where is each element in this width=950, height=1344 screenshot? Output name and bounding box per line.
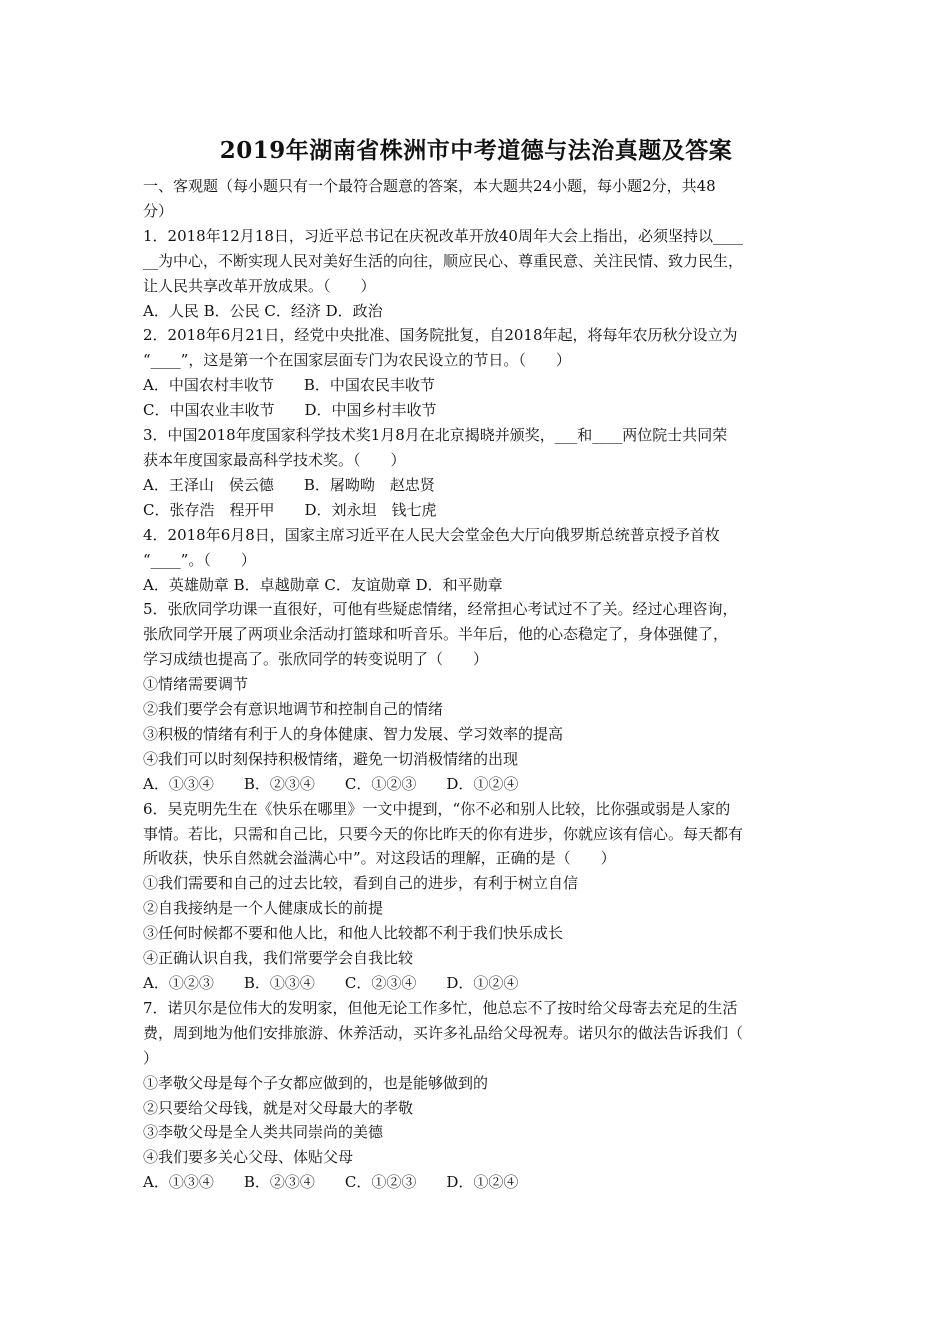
section-header bbox=[143, 174, 809, 224]
statement-item: ①孝敬父母是每个子女都应做到的，也是能够做到的 bbox=[143, 1073, 489, 1092]
question-stem-line: 事情。若比，只需和自己比，只要今天的你比昨天的你有进步，你就应该有信心。每天都有 bbox=[143, 824, 744, 843]
question-stem-line: 3．中国2018年度国家科学技术奖1月8月在北京揭晓并颁奖，___和____两位院士共同荣 bbox=[143, 426, 728, 445]
answer-options-line: A．英雄勋章 B．卓越勋章 C．友谊勋章 D．和平勋章 bbox=[143, 575, 503, 594]
statement-item: ①我们需要和自己的过去比较，看到自己的进步，有利于树立自信 bbox=[143, 874, 579, 893]
question-stem-line: 6．吴克明先生在《快乐在哪里》一文中提到，“你不必和别人比较，比你强或弱是人家的 bbox=[143, 799, 731, 818]
question-stem-line: ） bbox=[143, 1048, 159, 1067]
question-stem-line: 4．2018年6月8日，国家主席习近平在人民大会堂金色大厅向俄罗斯总统普京授予首枚 bbox=[143, 525, 720, 544]
question-stem-line: 学习成绩也提高了。张欣同学的转变说明了（ ） bbox=[143, 650, 489, 669]
answer-options-line: A．①③④ B．②③④ C．①②③ D．①②④ bbox=[143, 774, 519, 793]
question-stem-line: 2．2018年6月21日，经党中央批准、国务院批复，自2018年起，将每年农历秋分设立为 bbox=[143, 326, 738, 345]
statement-item: ③李敬父母是全人类共同崇尚的美德 bbox=[143, 1123, 384, 1142]
question-stem-line: “____”。（ ） bbox=[143, 550, 256, 569]
question-stem-line: 7．诺贝尔是位伟大的发明家，但他无论工作多忙，他总忘不了按时给父母寄去充足的生活 bbox=[143, 998, 738, 1017]
answer-options-line: C．张存浩 程开甲 D．刘永坦 钱七虎 bbox=[143, 500, 437, 519]
statement-item: ④我们要多关心父母、体贴父母 bbox=[143, 1148, 354, 1167]
question-4 bbox=[143, 523, 809, 598]
question-stem-line: 5．张欣同学功课一直很好，可他有些疑虑情绪，经常担心考试过不了关。经过心理咨询， bbox=[143, 600, 738, 619]
statement-item: ④正确认识自我，我们常要学会自我比较 bbox=[143, 949, 414, 968]
answer-options-line: C．中国农业丰收节 D．中国乡村丰收节 bbox=[143, 401, 437, 420]
question-stem-line: 费，周到地为他们安排旅游、休养活动，买许多礼品给父母祝寿。诺贝尔的做法告诉我们（ bbox=[143, 1023, 744, 1042]
exam-page bbox=[143, 136, 809, 1195]
document-title: 2019年湖南省株洲市中考道德与法治真题及答案 bbox=[219, 137, 733, 164]
question-stem-line: 1．2018年12月18日，习近平总书记在庆祝改革开放40周年大会上指出，必须坚持以____ bbox=[143, 226, 743, 245]
statement-item: ①情绪需要调节 bbox=[143, 675, 249, 694]
statement-item: ④我们可以时刻保持积极情绪，避免一切消极情绪的出现 bbox=[143, 749, 519, 768]
question-6 bbox=[143, 797, 809, 996]
question-2 bbox=[143, 323, 809, 423]
question-stem-line: 获本年度国家最高科学技术奖。（ ） bbox=[143, 450, 406, 469]
answer-options-line: A．中国农村丰收节 B．中国农民丰收节 bbox=[143, 376, 435, 395]
statement-item: ③任何时候都不要和他人比，和他人比较都不利于我们快乐成长 bbox=[143, 924, 564, 943]
question-3 bbox=[143, 423, 809, 523]
section-header-line: 分） bbox=[143, 201, 174, 220]
answer-options-line: A．人民 B．公民 C．经济 D．政治 bbox=[143, 301, 383, 320]
answer-options-line: A．王泽山 侯云德 B．屠呦呦 赵忠贤 bbox=[143, 475, 435, 494]
question-stem-line: 张欣同学开展了两项业余活动打篮球和听音乐。半年后，他的心态稳定了，身体强健了， bbox=[143, 625, 729, 644]
question-7 bbox=[143, 996, 809, 1195]
statement-item: ③积极的情绪有利于人的身体健康、智力发展、学习效率的提高 bbox=[143, 724, 564, 743]
answer-options-line: A．①②③ B．①③④ C．②③④ D．①②④ bbox=[143, 974, 519, 992]
section-header-line: 一、客观题（每小题只有一个最符合题意的答案，本大题共24小题，每小题2分，共48 bbox=[143, 177, 716, 195]
statement-item: ②我们要学会有意识地调节和控制自己的情绪 bbox=[143, 700, 444, 719]
statement-item: ②自我接纳是一个人健康成长的前提 bbox=[143, 899, 384, 918]
question-stem-line: 让人民共享改革开放成果。（ ） bbox=[143, 276, 376, 295]
question-5 bbox=[143, 597, 809, 796]
question-stem-line: __为中心，不断实现人民对美好生活的向往，顺应民心、尊重民意、关注民情、致力民生， bbox=[143, 251, 744, 270]
question-stem-line: 所收获，快乐自然就会溢满心中”。对这段话的理解，正确的是（ ） bbox=[143, 849, 616, 868]
answer-options-line: A．①③④ B．②③④ C．①②③ D．①②④ bbox=[143, 1173, 519, 1192]
question-list bbox=[143, 224, 809, 1195]
question-stem-line: “____”，这是第一个在国家层面专门为农民设立的节日。（ ） bbox=[143, 351, 571, 370]
question-1 bbox=[143, 224, 809, 324]
statement-item: ②只要给父母钱，就是对父母最大的孝敬 bbox=[143, 1098, 414, 1117]
